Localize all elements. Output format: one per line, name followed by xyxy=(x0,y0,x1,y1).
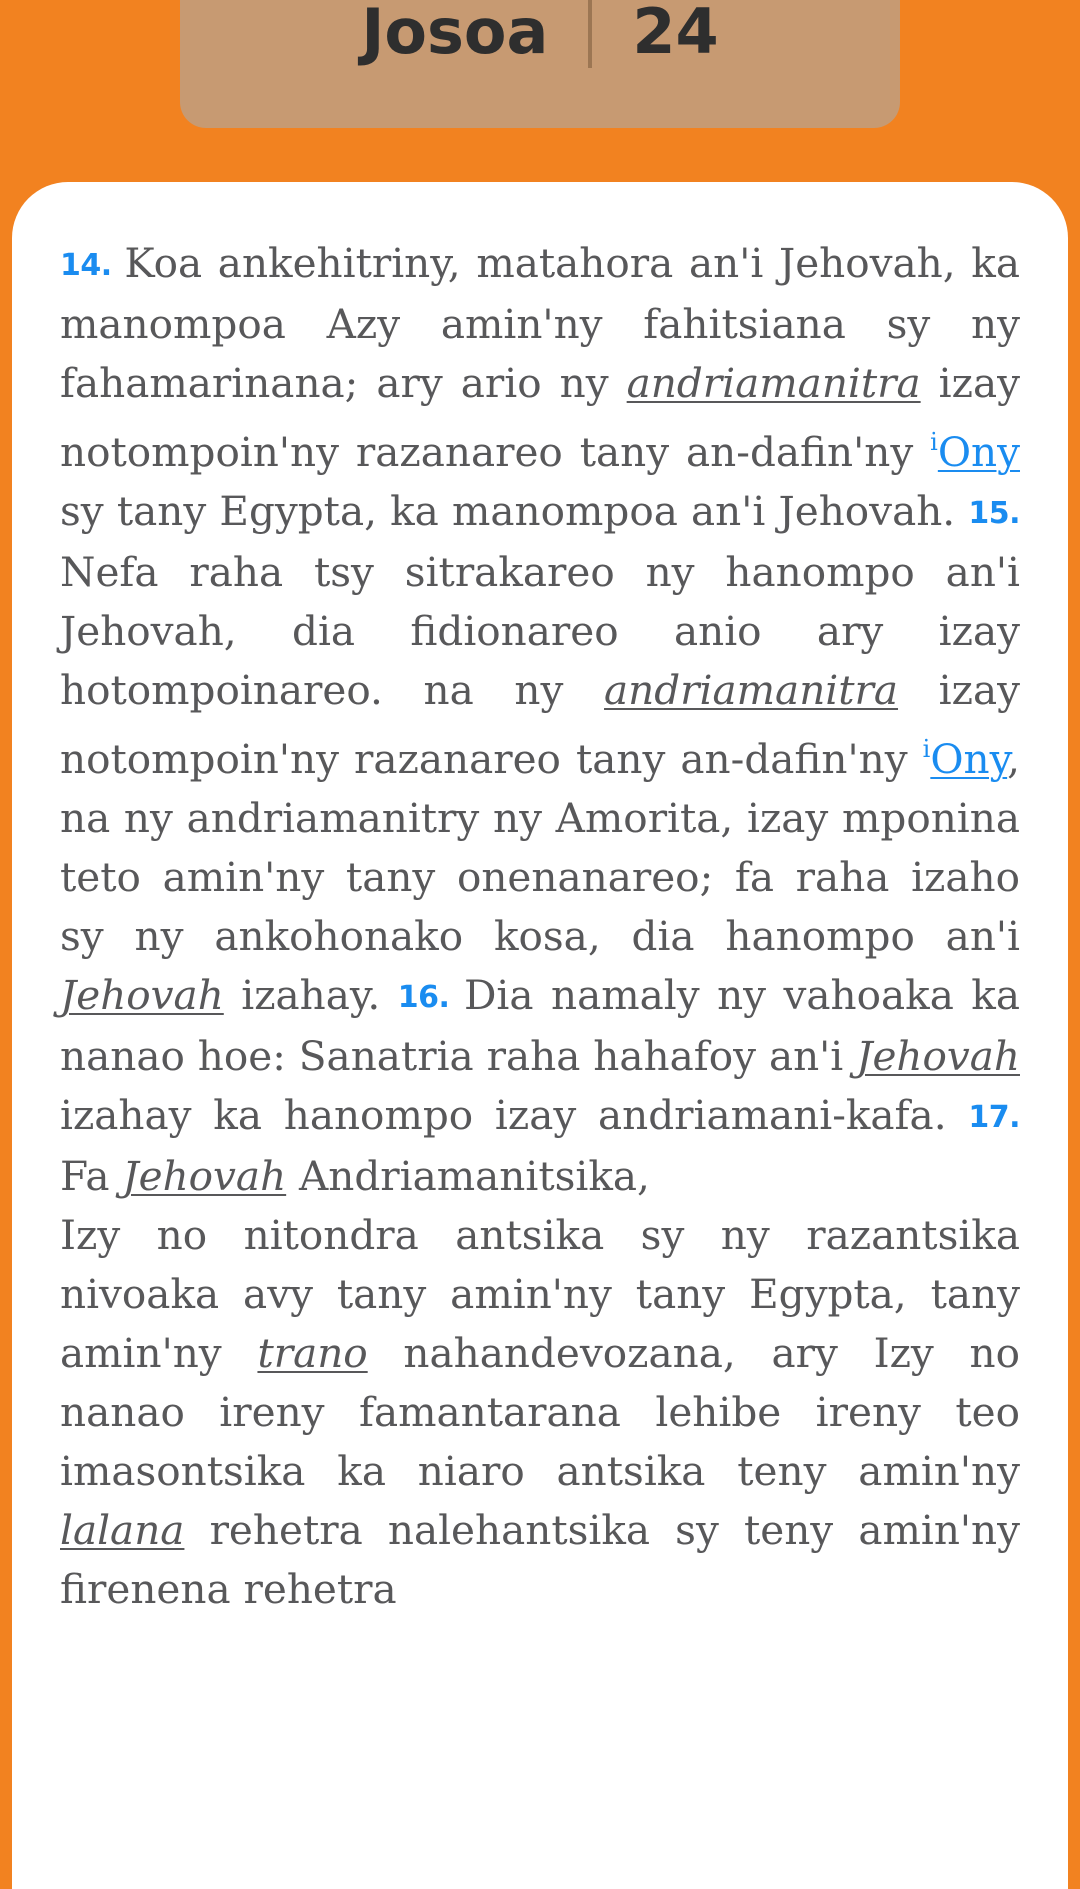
verse-segment: nahandevozana, ary Izy no nanao ireny famantarana lehibe ireny teo imasontsika ka niaro antsika teny amin'ny xyxy=(60,1329,1020,1495)
verse-segment: izay notompoin'ny razanareo tany an-dafin'ny xyxy=(60,359,1020,476)
glossary-keyword[interactable]: Jehovah xyxy=(122,1152,287,1200)
verse-segment: izahay. xyxy=(223,971,398,1019)
verse-segment: sy tany Egypta, ka manompoa an'i Jehovah. xyxy=(60,487,969,535)
verse-segment: Koa ankehitriny, matahora an'i Jehovah, ka manompoa Azy amin'ny fahitsiana sy ny fahamarinana; ary ario ny xyxy=(60,239,1020,407)
verse-number[interactable]: 14. xyxy=(60,248,125,283)
glossary-keyword[interactable]: trano xyxy=(257,1329,368,1377)
scripture-text[interactable] xyxy=(60,234,1020,1619)
book-name: Josoa xyxy=(361,0,549,68)
verse-segment: , na ny andriamanitry ny Amorita, izay mponina teto amin'ny tany onenanareo; fa raha izaho sy ny ankohonako kosa, dia hanompo an'i xyxy=(60,735,1020,960)
verse-segment: Nefa raha tsy sitrakareo ny hanompo an'i Jehovah, dia fidionareo anio ary izay hotompoinareo. na ny xyxy=(60,548,1020,714)
verse-segment: Izy no nitondra antsika sy ny razantsika nivoaka avy tany amin'ny tany Egypta, tany amin'ny xyxy=(60,1211,1020,1377)
glossary-keyword[interactable]: Jehovah xyxy=(60,971,224,1019)
verse-number[interactable]: 15. xyxy=(968,496,1020,531)
chapter-number: 24 xyxy=(632,0,719,68)
cross-reference-marker[interactable]: i xyxy=(930,428,938,456)
verse-segment: Dia namaly ny vahoaka ka nanao hoe: Sanatria raha hahafoy an'i xyxy=(60,971,1020,1080)
verse-segment: izahay ka hanompo izay andriamani-kafa. xyxy=(60,1091,969,1139)
glossary-keyword[interactable]: andriamanitra xyxy=(604,666,899,714)
glossary-keyword[interactable]: Jehovah xyxy=(856,1032,1020,1080)
verse-segment: izay notompoin'ny razanareo tany an-dafin'ny xyxy=(60,666,1020,783)
cross-reference-link[interactable]: Ony xyxy=(937,428,1020,476)
cross-reference-marker[interactable]: i xyxy=(922,735,931,763)
chapter-header xyxy=(0,0,1080,128)
verse-number[interactable]: 17. xyxy=(968,1100,1020,1135)
verse-segment: Andriamanitsika, xyxy=(286,1152,650,1200)
reader-sheet[interactable] xyxy=(12,182,1068,1889)
cross-reference-link[interactable]: Ony xyxy=(930,735,1008,783)
verse-segment: Fa xyxy=(60,1152,123,1200)
chip-divider xyxy=(588,0,592,68)
glossary-keyword[interactable]: andriamanitra xyxy=(626,359,921,407)
verse-segment: rehetra nalehantsika sy teny amin'ny firenena rehetra xyxy=(60,1506,1020,1613)
book-chapter-chip[interactable] xyxy=(180,0,900,128)
verse-number[interactable]: 16. xyxy=(397,980,464,1015)
glossary-keyword[interactable]: lalana xyxy=(60,1506,185,1554)
